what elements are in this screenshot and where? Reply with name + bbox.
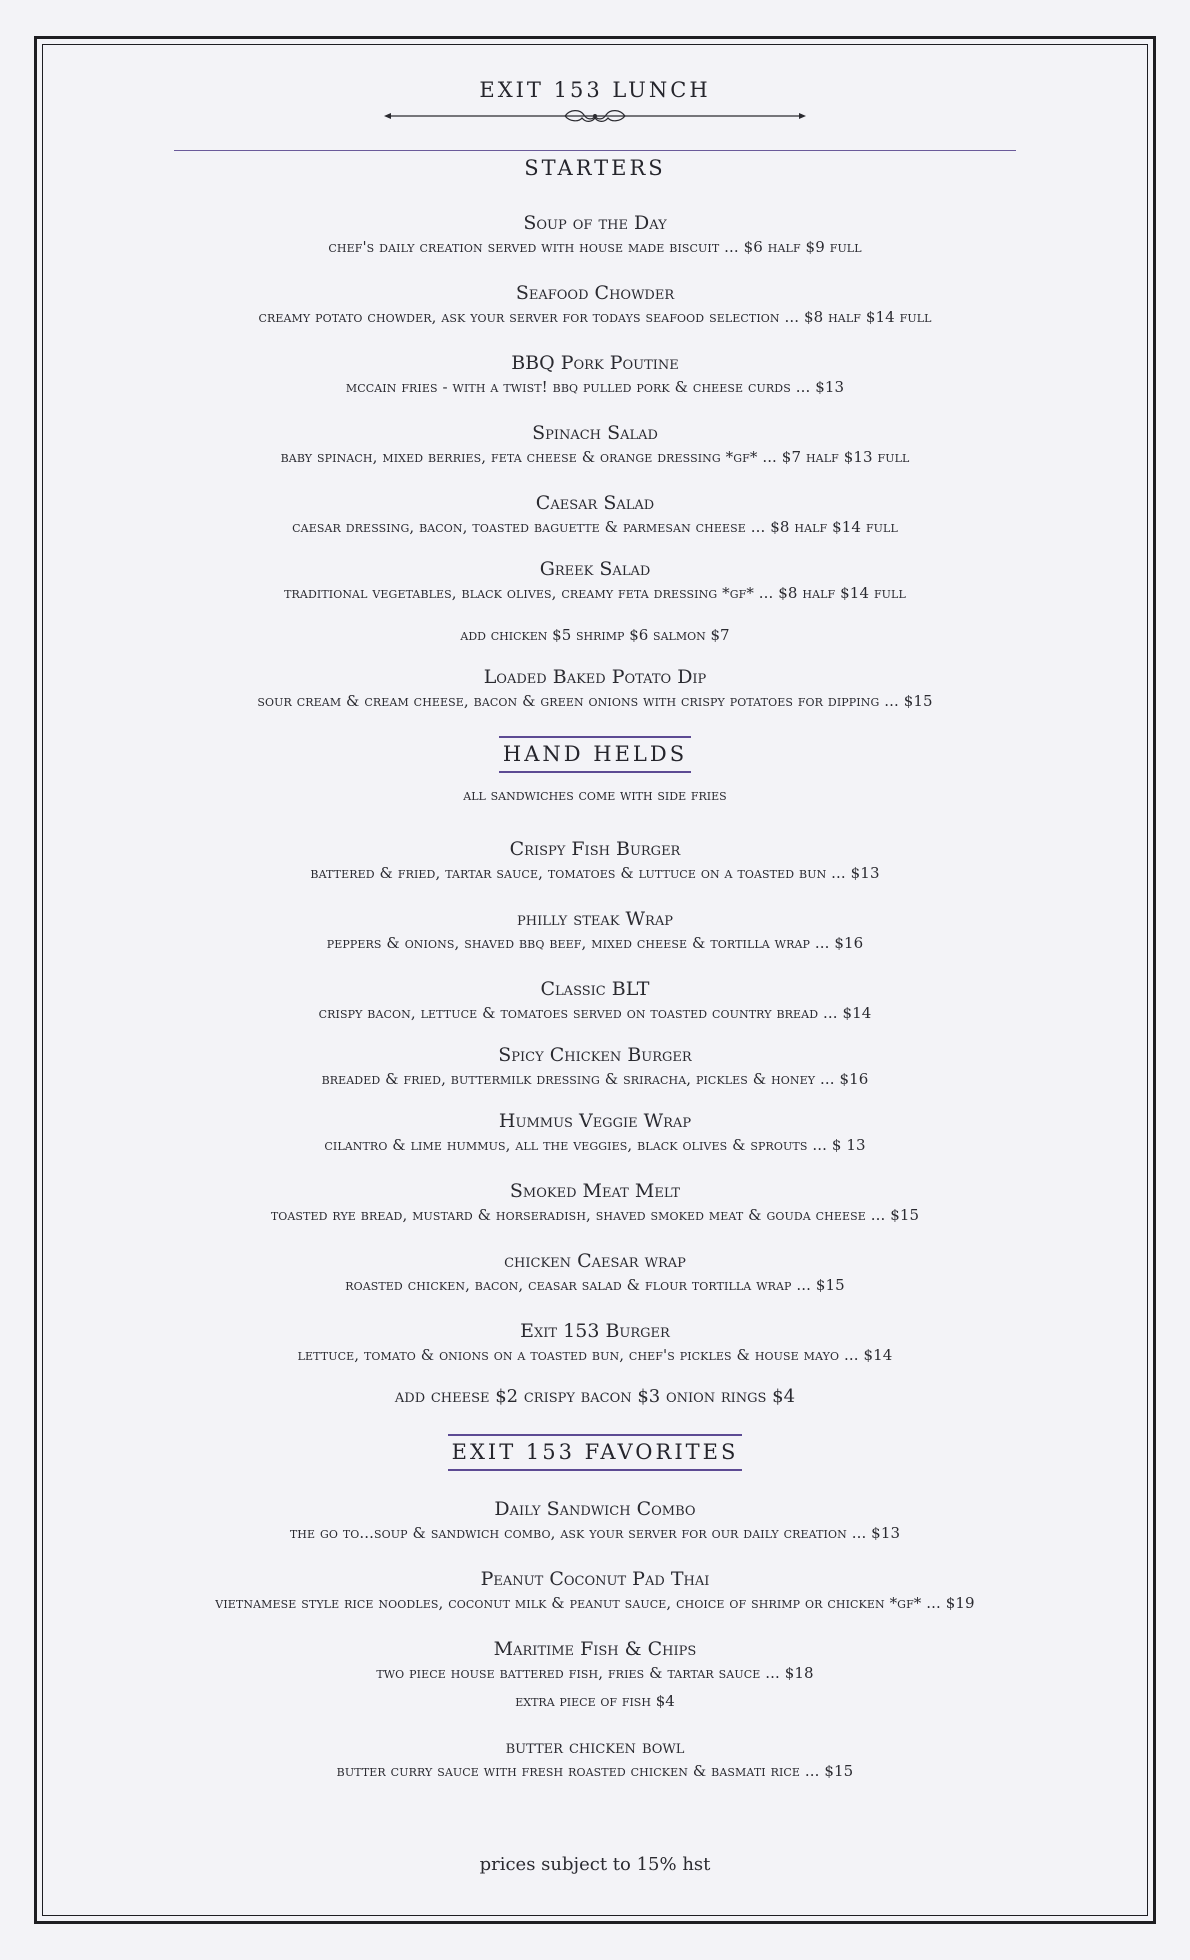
item-description: butter curry sauce with fresh roasted chicken & basmati rice ... $15 [336, 1762, 854, 1780]
section-heading-wrap [42, 1434, 1148, 1471]
item-name: Daily Sandwich Combo [494, 1498, 696, 1520]
hand-helds-note: all sandwiches come with side fries [463, 786, 727, 804]
item-name: Loaded Baked Potato Dip [483, 666, 707, 688]
item-name: Smoked Meat Melt [509, 1180, 681, 1202]
item-description: traditional vegetables, black olives, creamy feta dressing *gf* ... $8 half $14 full [284, 584, 906, 602]
item-name: Caesar Salad [535, 492, 655, 514]
title-rule [174, 150, 1016, 151]
item-name: Crispy Fish Burger [509, 838, 681, 860]
hand-helds-addons: add cheese $2 crispy bacon $3 onion rings $4 [394, 1386, 796, 1407]
section-heading-hand-helds: HAND HELDS [499, 736, 691, 773]
item-description: two piece house battered fish, fries & tartar sauce ... $18 [376, 1664, 814, 1682]
item-description: chef's daily creation served with house made biscuit ... $6 half $9 full [328, 238, 862, 256]
item-description: roasted chicken, bacon, ceasar salad & flour tortilla wrap ... $15 [345, 1276, 845, 1294]
item-description: toasted rye bread, mustard & horseradish, shaved smoked meat & gouda cheese ... $15 [270, 1206, 920, 1224]
item-name: butter chicken bowl [505, 1736, 685, 1758]
item-description: vietnamese style rice noodles, coconut milk & peanut sauce, choice of shrimp or chicken *gf* ... $19 [215, 1594, 975, 1612]
item-description: crispy bacon, lettuce & tomatoes served on toasted country bread ... $14 [318, 1004, 872, 1022]
item-description: mccain fries - with a twist! bbq pulled pork & cheese curds ... $13 [345, 378, 845, 396]
item-description: breaded & fried, buttermilk dressing & sriracha, pickles & honey ... $16 [321, 1070, 869, 1088]
tax-footer-note: prices subject to 15% hst [479, 1854, 711, 1875]
item-name: Hummus Veggie Wrap [498, 1110, 692, 1132]
item-description: battered & fried, tartar sauce, tomatoes & luttuce on a toasted bun ... $13 [310, 864, 880, 882]
item-description: the go to...soup & sandwich combo, ask your server for our daily creation ... $13 [289, 1524, 901, 1542]
section-heading-wrap [42, 736, 1148, 773]
item-name: philly steak Wrap [517, 908, 673, 930]
item-name: Classic BLT [540, 978, 650, 1000]
item-name: Peanut Coconut Pad Thai [480, 1568, 710, 1590]
item-description: baby spinach, mixed berries, feta cheese & orange dressing *gf* ... $7 half $13 full [280, 448, 910, 466]
item-name: Greek Salad [539, 558, 651, 580]
item-name: Spicy Chicken Burger [498, 1044, 692, 1066]
item-extra: extra piece of fish $4 [515, 1692, 675, 1710]
section-heading-starters: STARTERS [524, 156, 666, 180]
flourish-divider-icon [384, 106, 806, 126]
item-name: chicken Caesar wrap [504, 1250, 686, 1272]
item-description: caesar dressing, bacon, toasted baguette & parmesan cheese ... $8 half $14 full [292, 518, 898, 536]
menu-page [42, 44, 1148, 1916]
item-description: lettuce, tomato & onions on a toasted bun, chef's pickles & house mayo ... $14 [297, 1346, 893, 1364]
item-name: BBQ Pork Poutine [511, 352, 679, 374]
item-name: Seafood Chowder [515, 282, 675, 304]
starters-addons: add chicken $5 shrimp $6 salmon $7 [460, 626, 730, 644]
item-name: Soup of the Day [523, 212, 667, 234]
item-name: Exit 153 Burger [520, 1320, 670, 1342]
section-heading-favorites: EXIT 153 FAVORITES [448, 1434, 743, 1471]
item-name: Spinach Salad [532, 422, 658, 444]
item-description: creamy potato chowder, ask your server for todays seafood selection ... $8 half $14 full [258, 308, 932, 326]
menu-title: EXIT 153 LUNCH [479, 78, 711, 102]
item-name: Maritime Fish & Chips [493, 1638, 697, 1660]
item-description: sour cream & cream cheese, bacon & green onions with crispy potatoes for dipping ... $15 [257, 692, 933, 710]
item-description: peppers & onions, shaved bbq beef, mixed cheese & tortilla wrap ... $16 [326, 934, 864, 952]
item-description: cilantro & lime hummus, all the veggies, black olives & sprouts ... $ 13 [324, 1136, 866, 1154]
